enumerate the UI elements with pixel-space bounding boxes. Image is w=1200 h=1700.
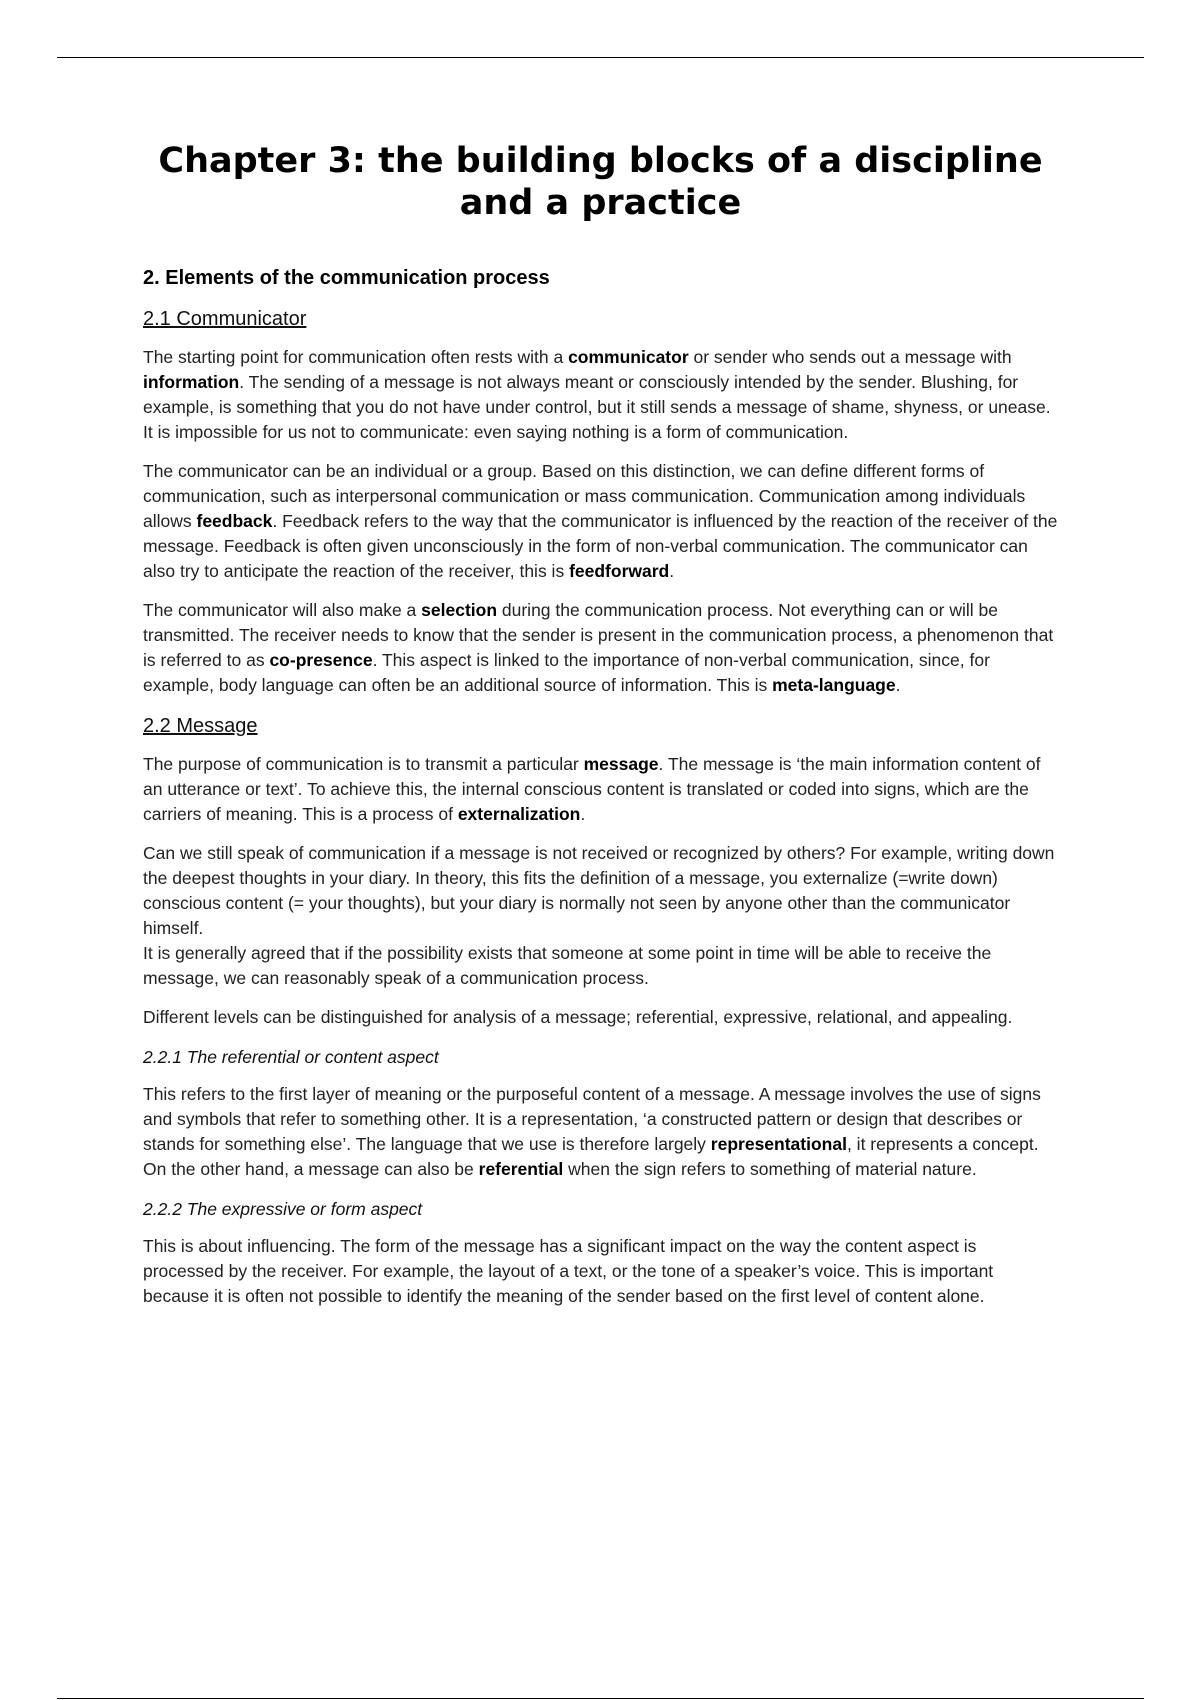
paragraph-communicator-2: The communicator can be an individual or a group. Based on this distinction, we can define different forms of communication, such as interpersonal communication or mass communication. Communication among individuals allows feedback. Feedback refers to the way that the communicator is influenced by the reaction of the receiver of the message. Feedback is often given unconsciously in the form of non-verbal communication. The communicator can also try to anticipate the reaction of the receiver, this is feedforward. xyxy=(143,461,1058,581)
paragraph-referential: This refers to the first layer of meaning or the purposeful content of a message. A message involves the use of signs and symbols that refer to something other. It is a representation, ‘a constructed pattern or design that describes or stands for something else’. The language that we use is therefore largely representational, it represents a concept. On the other hand, a message can also be referential when the sign refers to something of material nature. xyxy=(143,1084,1041,1179)
subsection-message: 2.2 Message xyxy=(143,715,258,737)
paragraph-expressive: This is about influencing. The form of the message has a significant impact on the way the content aspect is processed by the receiver. For example, the layout of a text, or the tone of a speaker’s voice. This is important because it is often not possible to identify the meaning of the sender based on the first level of content alone. xyxy=(143,1236,994,1306)
chapter-title: Chapter 3: the building blocks of a discipline and a practice xyxy=(158,141,1043,223)
header-rule xyxy=(57,57,1144,58)
paragraph-message-3: Different levels can be distinguished for analysis of a message; referential, expressive, relational, and appealing. xyxy=(143,1007,1013,1027)
subsubsection-expressive: 2.2.2 The expressive or form aspect xyxy=(143,1199,423,1219)
section-heading: 2. Elements of the communication process xyxy=(143,267,550,289)
subsection-communicator: 2.1 Communicator xyxy=(143,308,307,330)
paragraph-communicator-1: The starting point for communication often rests with a communicator or sender who sends out a message with information. The sending of a message is not always meant or consciously intended by the sender. Blushing, for example, is something that you do not have under control, but it still sends a message of shame, shyness, or unease. It is impossible for us not to communicate: even saying nothing is a form of communication. xyxy=(143,347,1051,442)
paragraph-communicator-3: The communicator will also make a selection during the communication process. Not everything can or will be transmitted. The receiver needs to know that the sender is present in the communication process, a phenomenon that is referred to as co-presence. This aspect is linked to the importance of non-verbal communication, since, for example, body language can often be an additional source of information. This is meta-language. xyxy=(143,600,1054,695)
paragraph-message-2: Can we still speak of communication if a message is not received or recognized by others? For example, writing down the deepest thoughts in your diary. In theory, this fits the definition of a message, you externalize (=write down) conscious content (= your thoughts), but your diary is normally not seen by anyone other than the communicator himself. It is generally agreed that if the possibility exists that someone at some point in time will be able to receive the message, we can reasonably speak of a communication process. xyxy=(143,843,1055,988)
paragraph-message-1: The purpose of communication is to transmit a particular message. The message is ‘the main information content of an utterance or text’. To achieve this, the internal conscious content is translated or coded into signs, which are the carriers of meaning. This is a process of externalization. xyxy=(143,754,1041,824)
document-page xyxy=(143,140,1058,1323)
subsubsection-referential: 2.2.1 The referential or content aspect xyxy=(143,1047,439,1067)
footer-rule xyxy=(57,1698,1144,1699)
